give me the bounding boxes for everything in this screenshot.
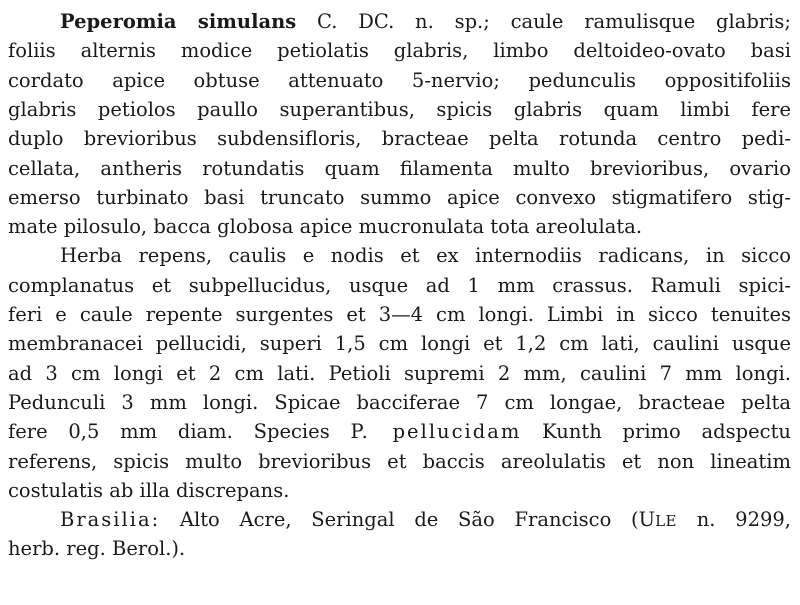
notes-line: Herba repens, caulis e nodis et ex internodiis radicans, in sicco <box>60 244 791 268</box>
notes-line: feri e caule repente surgentes et 3—4 cm longi. Limbi in sicco tenuites <box>8 303 791 326</box>
collector-initial: U <box>638 508 656 532</box>
notes-line: costulatis ab illa discrepans. <box>8 478 290 502</box>
locality-line <box>60 505 791 534</box>
notes-text: Kunth primo adspectu <box>521 420 791 444</box>
country-name: Brasilia: <box>60 508 161 532</box>
diagnosis-line: cordato apice obtuse attenuato 5-nervio; pedunculis oppositifoliis <box>8 68 791 92</box>
compared-species-name: P. pellucidam <box>350 420 522 444</box>
diagnosis-line <box>8 7 791 36</box>
diagnosis-line: cellata, antheris rotundatis quam filamenta multo brevioribus, ovario <box>8 156 791 180</box>
notes-line: complanatus et subpellucidus, usque ad 1 mm crassus. Ramuli spici- <box>8 273 791 297</box>
locality-line: herb. reg. Berol.). <box>8 537 186 561</box>
notes-line: Pedunculi 3 mm longi. Spicae bacciferae 7 cm longae, bracteae pelta <box>8 390 791 414</box>
notes-line <box>8 417 791 446</box>
diagnosis-line: emerso turbinato basi truncato summo apice convexo stigmatifero stig- <box>8 185 791 209</box>
diagnosis-line: glabris petiolos paullo superantibus, spicis glabris quam limbi fere <box>8 97 791 121</box>
notes-text: fere 0,5 mm diam. Species <box>8 420 351 444</box>
diagnosis-line: foliis alternis modice petiolatis glabris, limbo deltoideo-ovato basi <box>8 39 791 63</box>
locality-text: Alto Acre, Seringal de São Francisco ( <box>160 508 639 532</box>
diagnosis-text: C. DC. n. sp.; caule ramulisque glabris; <box>296 10 791 33</box>
species-name: Peperomia simulans <box>60 10 297 33</box>
notes-line: ad 3 cm longi et 2 cm lati. Petioli supremi 2 mm, caulini 7 mm longi. <box>8 361 791 385</box>
diagnosis-line: mate pilosulo, bacca globosa apice mucronulata tota areolulata. <box>8 215 643 239</box>
notes-line: membranacei pellucidi, superi 1,5 cm longi et 1,2 cm lati, caulini usque <box>8 332 791 356</box>
notes-line: referens, spicis multo brevioribus et baccis areolulatis et non lineatim <box>8 449 791 473</box>
collection-number: n. 9299, <box>677 508 791 532</box>
diagnosis-line: duplo brevioribus subdensifloris, bracteae pelta rotunda centro pedi- <box>8 127 791 151</box>
collector-name-smallcaps: LE <box>655 512 677 531</box>
